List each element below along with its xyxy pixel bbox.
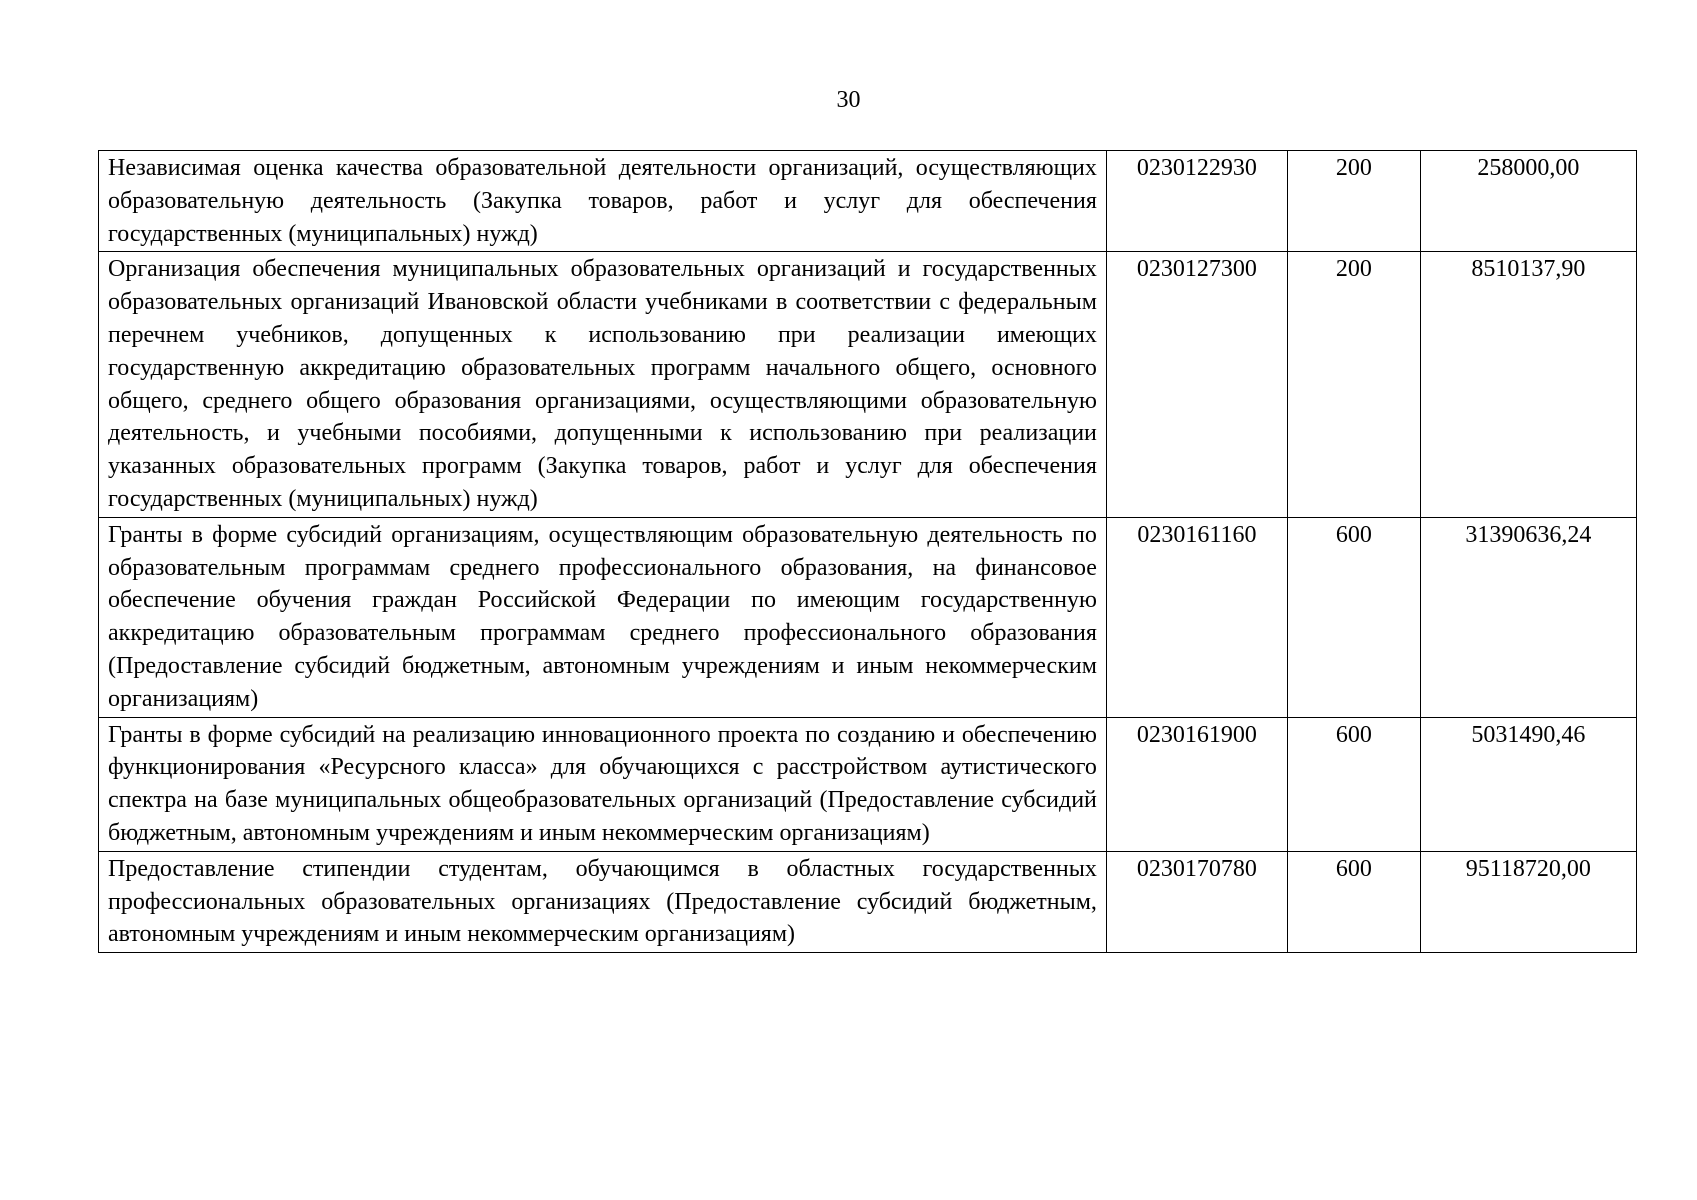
row-target-code: 0230170780 [1106,851,1287,952]
row-amount: 31390636,24 [1420,517,1636,717]
table-row [99,252,1637,517]
row-amount: 8510137,90 [1420,252,1636,517]
row-target-code: 0230127300 [1106,252,1287,517]
row-amount: 258000,00 [1420,151,1636,252]
budget-table [98,150,1637,953]
row-target-code: 0230161900 [1106,717,1287,851]
row-expense-type: 600 [1287,851,1420,952]
row-description: Гранты в форме субсидий на реализацию инновационного проекта по созданию и обеспечению функционирования «Ресурсного класса» для обучающихся с расстройством аутистического спектра на базе муниципальных общеобразовательных организаций (Предоставление субсидий бюджетным, автономным учреждениям и иным некоммерческим организациям) [99,717,1107,851]
row-target-code: 0230122930 [1106,151,1287,252]
row-amount: 95118720,00 [1420,851,1636,952]
page-number: 30 [836,87,861,113]
row-expense-type: 200 [1287,252,1420,517]
row-target-code: 0230161160 [1106,517,1287,717]
row-description: Организация обеспечения муниципальных образовательных организаций и государственных образовательных организаций Ивановской области учебниками в соответствии с федеральным перечнем учебников, допущенных к использованию при реализации имеющих государственную аккредитацию образовательных программ начального общего, основного общего, среднего общего образования организациями, осуществляющими образовательную деятельность, и учебными пособиями, допущенными к использованию при реализации указанных образовательных программ (Закупка товаров, работ и услуг для обеспечения государственных (муниципальных) нужд) [99,252,1107,517]
row-expense-type: 200 [1287,151,1420,252]
table-row [99,517,1637,717]
row-expense-type: 600 [1287,517,1420,717]
row-description: Предоставление стипендии студентам, обучающимся в областных государственных профессиональных образовательных организациях (Предоставление субсидий бюджетным, автономным учреждениям и иным некоммерческим организациям) [99,851,1107,952]
table-row [99,717,1637,851]
row-description: Гранты в форме субсидий организациям, осуществляющим образовательную деятельность по образовательным программам среднего профессионального образования, на финансовое обеспечение обучения граждан Российской Федерации по имеющим государственную аккредитацию образовательным программам среднего профессионального образования (Предоставление субсидий бюджетным, автономным учреждениям и иным некоммерческим организациям) [99,517,1107,717]
table-row [99,151,1637,252]
table-row [99,851,1637,952]
row-description: Независимая оценка качества образовательной деятельности организаций, осуществляющих образовательную деятельность (Закупка товаров, работ и услуг для обеспечения государственных (муниципальных) нужд) [99,151,1107,252]
row-expense-type: 600 [1287,717,1420,851]
row-amount: 5031490,46 [1420,717,1636,851]
